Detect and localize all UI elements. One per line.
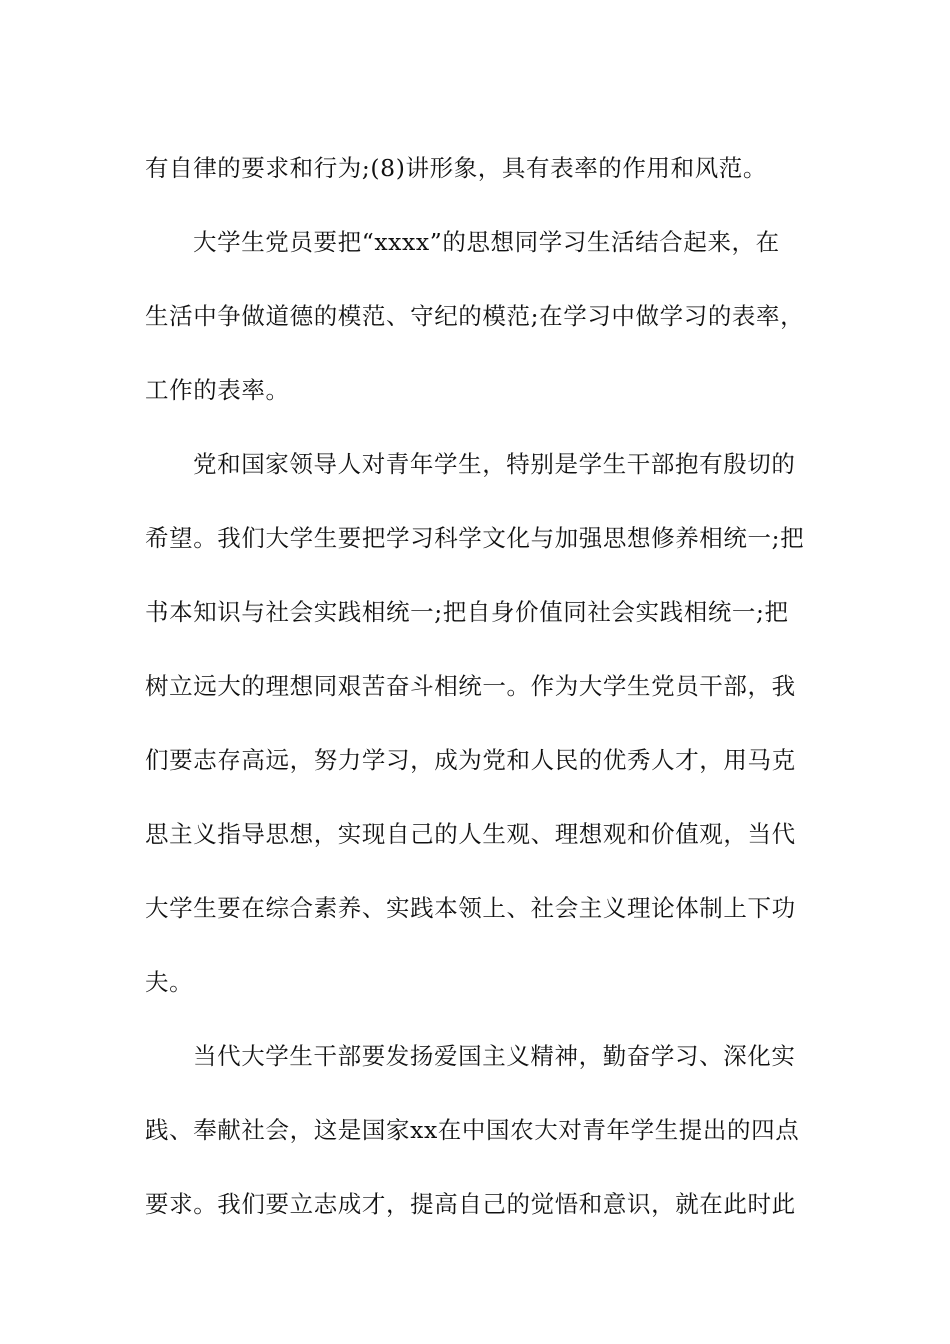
text-line-4: 工作的表率。 xyxy=(145,376,290,404)
text-line-7: 书本知识与社会实践相统一;把自身价值同社会实践相统一;把 xyxy=(145,598,789,626)
text-line-14: 践、奉献社会，这是国家xx在中国农大对青年学生提出的四点 xyxy=(145,1116,800,1144)
text-line-5: 党和国家领导人对青年学生，特别是学生干部抱有殷切的 xyxy=(193,450,796,478)
text-line-8: 树立远大的理想同艰苦奋斗相统一。作为大学生党员干部，我 xyxy=(145,672,796,700)
text-line-3: 生活中争做道德的模范、守纪的模范;在学习中做学习的表率， xyxy=(145,302,805,330)
text-line-15: 要求。我们要立志成才，提高自己的觉悟和意识，就在此时此 xyxy=(145,1190,796,1218)
text-line-1: 有自律的要求和行为;(8)讲形象，具有表率的作用和风范。 xyxy=(145,154,768,182)
text-line-9: 们要志存高远，努力学习，成为党和人民的优秀人才，用马克 xyxy=(145,746,796,774)
text-line-13: 当代大学生干部要发扬爱国主义精神，勤奋学习、深化实 xyxy=(193,1042,796,1070)
text-line-6: 希望。我们大学生要把学习科学文化与加强思想修养相统一;把 xyxy=(145,524,805,552)
document-body xyxy=(145,131,810,1241)
text-line-12: 夫。 xyxy=(145,968,194,996)
text-line-11: 大学生要在综合素养、实践本领上、社会主义理论体制上下功 xyxy=(145,894,796,922)
text-line-2: 大学生党员要把“xxxx”的思想同学习生活结合起来，在 xyxy=(193,228,780,256)
text-line-10: 思主义指导思想，实现自己的人生观、理想观和价值观，当代 xyxy=(145,820,796,848)
